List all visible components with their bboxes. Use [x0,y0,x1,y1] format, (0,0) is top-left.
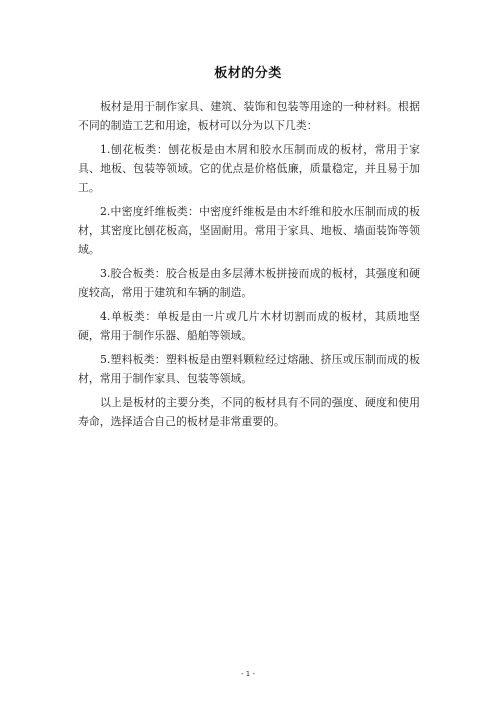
paragraph-plastic-board: 5.塑料板类：塑料板是由塑料颗粒经过熔融、挤压或压制而成的板材，常用于制作家具、包装等领域。 [78,352,420,386]
paragraph-mdf: 2.中密度纤维板类：中密度纤维板是由木纤维和胶水压制而成的板材，其密度比刨花板高，坚固耐用。常用于家具、地板、墙面装饰等领域。 [78,205,420,257]
page-number: - 1 - [241,670,255,678]
document-body [78,97,420,436]
paragraph-particleboard: 1.刨花板类：刨花板是由木屑和胶水压制而成的板材，常用于家具、地板、包装等领域。它的优点是价格低廉，质量稳定，并且易于加工。 [78,142,420,195]
paragraph-plywood: 3.胶合板类：胶合板是由多层薄木板拼接而成的板材，其强度和硬度较高，常用于建筑和车辆的制造。 [78,267,420,300]
document-title: 板材的分类 [214,66,282,81]
paragraph-conclusion: 以上是板材的主要分类，不同的板材具有不同的强度、硬度和使用寿命，选择适合自己的板材是非常重要的。 [78,395,420,429]
paragraph-intro: 板材是用于制作家具、建筑、装饰和包装等用途的一种材料。根据不同的制造工艺和用途，板材可以分为以下几类： [78,100,420,133]
paragraph-veneer: 4.单板类：单板是由一片或几片木材切割而成的板材，其质地坚硬，常用于制作乐器、船舶等领域。 [78,310,420,343]
